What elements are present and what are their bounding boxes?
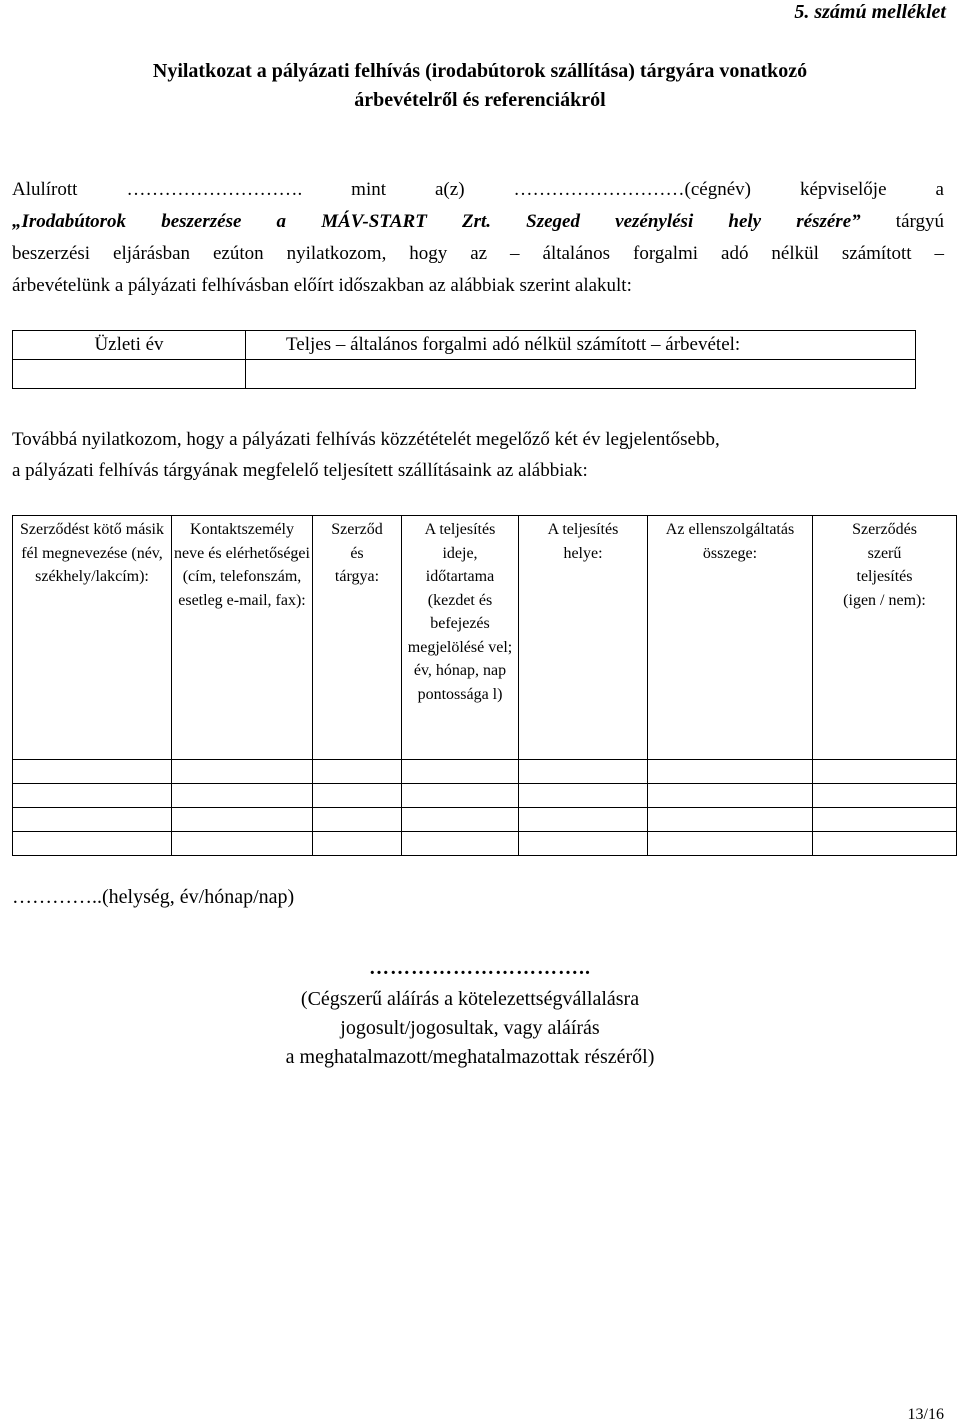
table-cell[interactable]: [648, 784, 813, 808]
table-header-cell: [313, 516, 402, 760]
intro-word: tárgyú: [860, 211, 944, 232]
table-cell[interactable]: [519, 760, 648, 784]
header-performance-place: A teljesítés helye:: [547, 521, 619, 562]
revenue-header-row: [13, 331, 916, 360]
intro-line-4: árbevételünk a pályázati felhívásban előírt időszakban az alábbiak szerint alakult:: [12, 275, 632, 296]
table-cell[interactable]: [13, 360, 246, 389]
intro-line-2: [12, 206, 944, 238]
procurement-title: „Irodabútorok beszerzése a MÁV-START Zrt. Szeged vezénylési hely részére”: [12, 211, 861, 232]
table-cell[interactable]: [813, 760, 957, 784]
table-row: [13, 784, 957, 808]
signature-dots: …………………………..: [369, 957, 591, 979]
intro-word: a: [935, 179, 944, 200]
table-cell[interactable]: [813, 832, 957, 856]
table-header-cell: [402, 516, 519, 760]
intro-word: a(z): [435, 179, 465, 200]
table-header-cell: [13, 516, 172, 760]
table-cell[interactable]: [402, 784, 519, 808]
table-cell[interactable]: [172, 784, 313, 808]
revenue-table: [12, 330, 916, 389]
table-cell[interactable]: [13, 808, 172, 832]
table-cell[interactable]: [13, 832, 172, 856]
table-cell[interactable]: [402, 832, 519, 856]
table-cell[interactable]: [648, 808, 813, 832]
page-number: 13/16: [907, 1406, 944, 1423]
table-header-cell: [172, 516, 313, 760]
table-header-cell: [519, 516, 648, 760]
table-cell[interactable]: [172, 808, 313, 832]
table-cell[interactable]: [246, 360, 916, 389]
references-table: [12, 515, 957, 856]
table-cell[interactable]: [172, 832, 313, 856]
signature-line-3: a meghatalmazott/meghatalmazottak részéről): [285, 1046, 655, 1068]
signature-block: [0, 985, 940, 1072]
table-row: [13, 760, 957, 784]
table-cell[interactable]: [13, 784, 172, 808]
table-cell[interactable]: [519, 784, 648, 808]
document-title: [0, 57, 960, 115]
table-row: [13, 832, 957, 856]
table-cell[interactable]: [313, 808, 402, 832]
header-contact-person: Kontaktszemély neve és elérhetőségei (cím, telefonszám, esetleg e-mail, fax):: [174, 521, 310, 609]
place-date-line: …………..(helység, év/hónap/nap): [12, 886, 295, 908]
table-row: [13, 808, 957, 832]
references-line-1: Továbbá nyilatkozom, hogy a pályázati felhívás közzétételét megelőző két év legjelentősebb,: [12, 429, 720, 450]
intro-word: Alulírott: [12, 179, 78, 200]
intro-line-1: [12, 174, 944, 206]
signature-line-2: jogosult/jogosultak, vagy aláírás: [340, 1017, 600, 1039]
table-header-cell: [813, 516, 957, 760]
name-placeholder-dots: ……………………….: [126, 179, 303, 200]
title-line-2: árbevételről és referenciákról: [354, 89, 606, 111]
table-cell[interactable]: [402, 808, 519, 832]
signature-line-1: (Cégszerű aláírás a kötelezettségvállalásra: [300, 988, 640, 1010]
intro-word: mint: [351, 179, 387, 200]
header-performance-time: A teljesítés ideje, időtartama (kezdet és befejezés megjelölésé vel; év, hónap, nap pontossága l): [407, 521, 513, 703]
table-cell[interactable]: [313, 760, 402, 784]
header-subject: Szerződ és tárgya:: [331, 521, 383, 585]
company-placeholder: ………………………(cégnév): [513, 179, 751, 200]
table-cell[interactable]: [648, 760, 813, 784]
revenue-header: Teljes – általános forgalmi adó nélkül számított – árbevétel:: [246, 331, 916, 360]
table-cell[interactable]: [13, 760, 172, 784]
revenue-empty-row: [13, 360, 916, 389]
header-contractual-performance: Szerződés szerű teljesítés (igen / nem):: [843, 521, 926, 609]
table-cell[interactable]: [313, 784, 402, 808]
intro-line-3: beszerzési eljárásban ezúton nyilatkozom, hogy az – általános forgalmi adó nélkül számított –: [12, 243, 944, 264]
intro-word: képviselője: [799, 179, 887, 200]
references-line-2: a pályázati felhívás tárgyának megfelelő teljesített szállításaink az alábbiak:: [12, 460, 588, 481]
table-cell[interactable]: [519, 832, 648, 856]
table-cell[interactable]: [402, 760, 519, 784]
intro-paragraph: [12, 174, 944, 302]
table-cell[interactable]: [648, 832, 813, 856]
annex-label: 5. számú melléklet: [794, 1, 946, 23]
table-header-cell: [648, 516, 813, 760]
references-header-row: [13, 516, 957, 760]
table-cell[interactable]: [813, 784, 957, 808]
table-cell[interactable]: [172, 760, 313, 784]
references-paragraph: [12, 424, 947, 486]
header-consideration-amount: Az ellenszolgáltatás összege:: [665, 521, 795, 562]
business-year-header: Üzleti év: [13, 331, 246, 360]
title-line-1: Nyilatkozat a pályázati felhívás (irodabútorok szállítása) tárgyára vonatkozó: [152, 60, 808, 82]
table-cell[interactable]: [313, 832, 402, 856]
table-cell[interactable]: [519, 808, 648, 832]
table-cell[interactable]: [813, 808, 957, 832]
header-contracting-party: Szerződést kötő másik fél megnevezése (név, székhely/lakcím):: [20, 521, 164, 585]
